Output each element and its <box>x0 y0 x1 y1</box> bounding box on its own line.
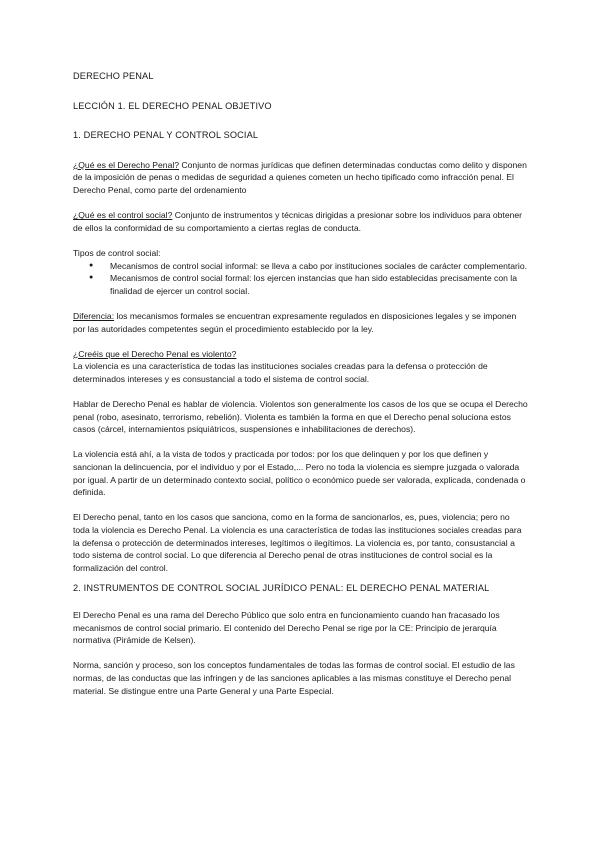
section-2-heading: 2. INSTRUMENTOS DE CONTROL SOCIAL JURÍDICO PENAL: EL DERECHO PENAL MATERIAL <box>73 583 490 594</box>
definition-text: Conjunto de instrumentos y técnicas dirigidas a presionar sobre los individuos para obtener de ellos la conformidad de su comportamiento a ciertas reglas de conducta. <box>73 210 523 233</box>
definition-text: Conjunto de normas jurídicas que definen determinadas conductas como delito y disponen de la imposición de penas o medidas de seguridad a quienes cometen un hecho tipificado como infracción penal. El Derecho Penal, como parte del ordenamiento <box>73 159 527 195</box>
bullet-icon: ● <box>89 274 94 282</box>
violence-answer: La violencia es una característica de todas las instituciones sociales creadas para la defensa o protección de determinados intereses y es consustancial a todo el sistema de control social. <box>73 361 488 384</box>
document-title: DERECHO PENAL <box>73 71 154 81</box>
paragraph: Hablar de Derecho Penal es hablar de violencia. Violentos son generalmente los casos de los que se ocupa el Derecho penal (robo, asesinato, terrorismo, rebelión). Violenta es también la forma en que el Derecho penal soluciona estos casos (cárcel, internamientos psiquiátricos, suspensiones e inhabilitaciones de derechos). <box>73 399 528 435</box>
term-diferencia: Diferencia: <box>73 310 115 321</box>
list-item: ● Mecanismos de control social formal: los ejercen instancias que han sido establecidas precisamente con la finalidad de ejercer un control social. <box>89 273 517 296</box>
definition-control-social <box>73 209 528 234</box>
violence-question: ¿Creéis que el Derecho Penal es violento? <box>73 348 237 359</box>
paragraph: El Derecho Penal es una rama del Derecho Público que solo entra en funcionamiento cuando han fracasado los mecanismos de control social primario. El contenido del Derecho Penal se rige por la CE: Principio de jerarquía normativa (Pirámide de Kelsen). <box>73 609 500 646</box>
term-control-social: ¿Qué es el control social? <box>73 210 173 221</box>
lesson-heading: LECCIÓN 1. EL DERECHO PENAL OBJETIVO <box>73 100 272 111</box>
difference-paragraph: Diferencia: los mecanismos formales se encuentran expresamente regulados en disposiciones legales y se imponen por las autoridades competentes según el procedimiento establecido por la ley. <box>73 310 517 334</box>
bullet-icon: ● <box>89 261 94 269</box>
list-item: ● Mecanismos de control social informal: se lleva a cabo por instituciones sociales de carácter complementario. <box>89 260 527 271</box>
paragraph: El Derecho penal, tanto en los casos que sanciona, como en la forma de sancionarlos, es, pues, violencia; pero no toda la violencia es Derecho Penal. La violencia es una característica de todas las instituciones sociales creadas para la defensa o protección de determinados intereses, legítimos o ilegítimos. La violencia es, por tanto, consustancial a todo sistema de control social. Lo que diferencia al Derecho penal de otras instituciones de control social es la formalización del control. <box>73 512 522 573</box>
paragraph: La violencia está ahí, a la vista de todos y practicada por todos: por los que delinquen y por los que definen y sancionan la delincuencia, por el individuo y por el Estado,... Pero no toda la violencia es siempre juzgada o valorada por igual. A partir de un determinado contexto social, político o económico puede ser valorada, explicada, condenada o definida. <box>73 449 526 498</box>
types-list <box>73 260 528 298</box>
paragraph: Norma, sanción y proceso, son los conceptos fundamentales de todas las formas de control social. El estudio de las normas, de las conductas que las infringen y de las sanciones aplicables a las mismas constituye el Derecho penal material. Se distingue entre una Parte General y una Parte Especial. <box>73 660 515 696</box>
term-derecho-penal: ¿Qué es el Derecho Penal? <box>73 159 180 170</box>
types-heading: Tipos de control social: <box>73 247 161 258</box>
definition-derecho-penal <box>73 159 528 197</box>
section-1-heading: 1. DERECHO PENAL Y CONTROL SOCIAL <box>73 130 259 141</box>
